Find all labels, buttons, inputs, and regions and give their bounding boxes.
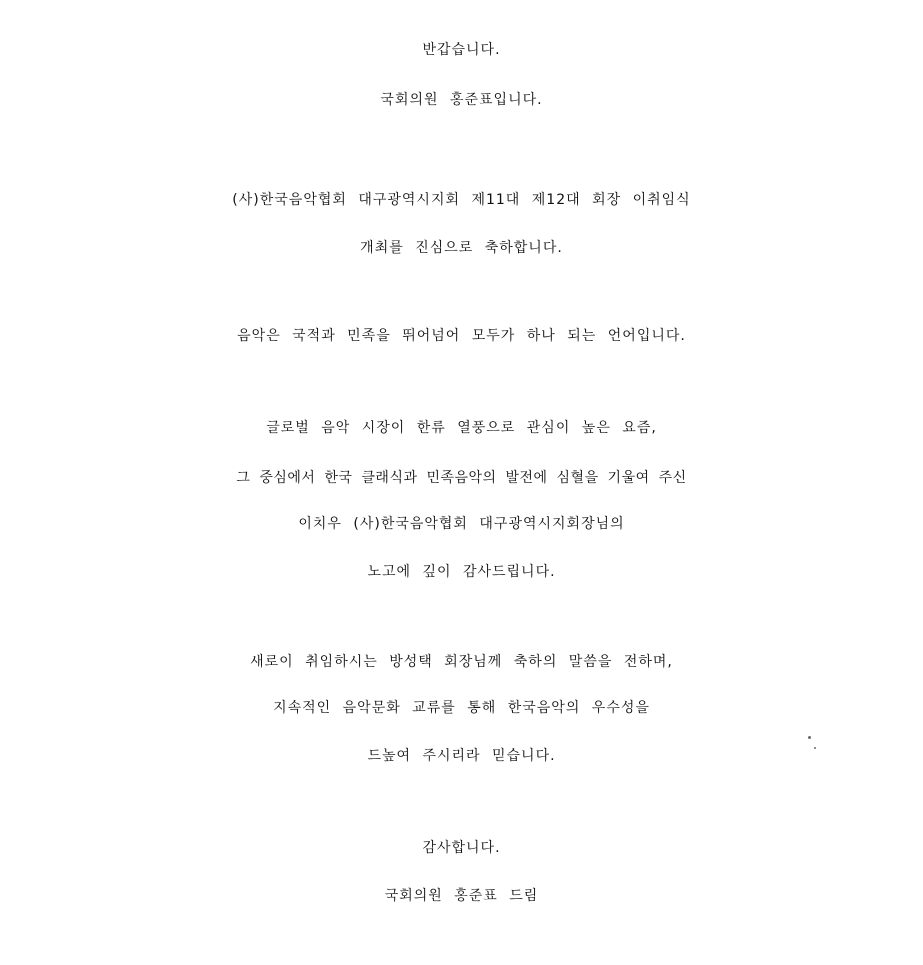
congratulation-line: 개최를 진심으로 축하합니다. — [360, 240, 563, 256]
wishes-line: 드높여 주시리라 믿습니다. — [367, 748, 556, 764]
closing-thanks-line: 감사합니다. — [422, 840, 501, 856]
gratitude-line: 글로벌 음악 시장이 한류 열풍으로 관심이 높은 요즘, — [266, 420, 657, 436]
music-statement-line: 음악은 국적과 민족을 뛰어넘어 모두가 하나 되는 언어입니다. — [237, 328, 686, 344]
author-intro-line: 국회의원 홍준표입니다. — [380, 92, 543, 108]
greeting-line: 반갑습니다. — [422, 42, 501, 58]
gratitude-line: 이치우 (사)한국음악협회 대구광역시지회장님의 — [298, 516, 625, 532]
wishes-line: 지속적인 음악문화 교류를 통해 한국음악의 우수성을 — [273, 700, 650, 716]
signature-line: 국회의원 홍준표 드림 — [384, 888, 539, 904]
scan-speck — [808, 736, 811, 739]
scan-speck — [814, 747, 816, 749]
gratitude-line: 노고에 깊이 감사드립니다. — [367, 564, 556, 580]
gratitude-line: 그 중심에서 한국 클래식과 민족음악의 발전에 심혈을 기울여 주신 — [236, 470, 687, 486]
wishes-line: 새로이 취임하시는 방성택 회장님께 축하의 말씀을 전하며, — [250, 654, 673, 670]
congratulation-line: (사)한국음악협회 대구광역시지회 제11대 제12대 회장 이취임식 — [232, 192, 691, 208]
